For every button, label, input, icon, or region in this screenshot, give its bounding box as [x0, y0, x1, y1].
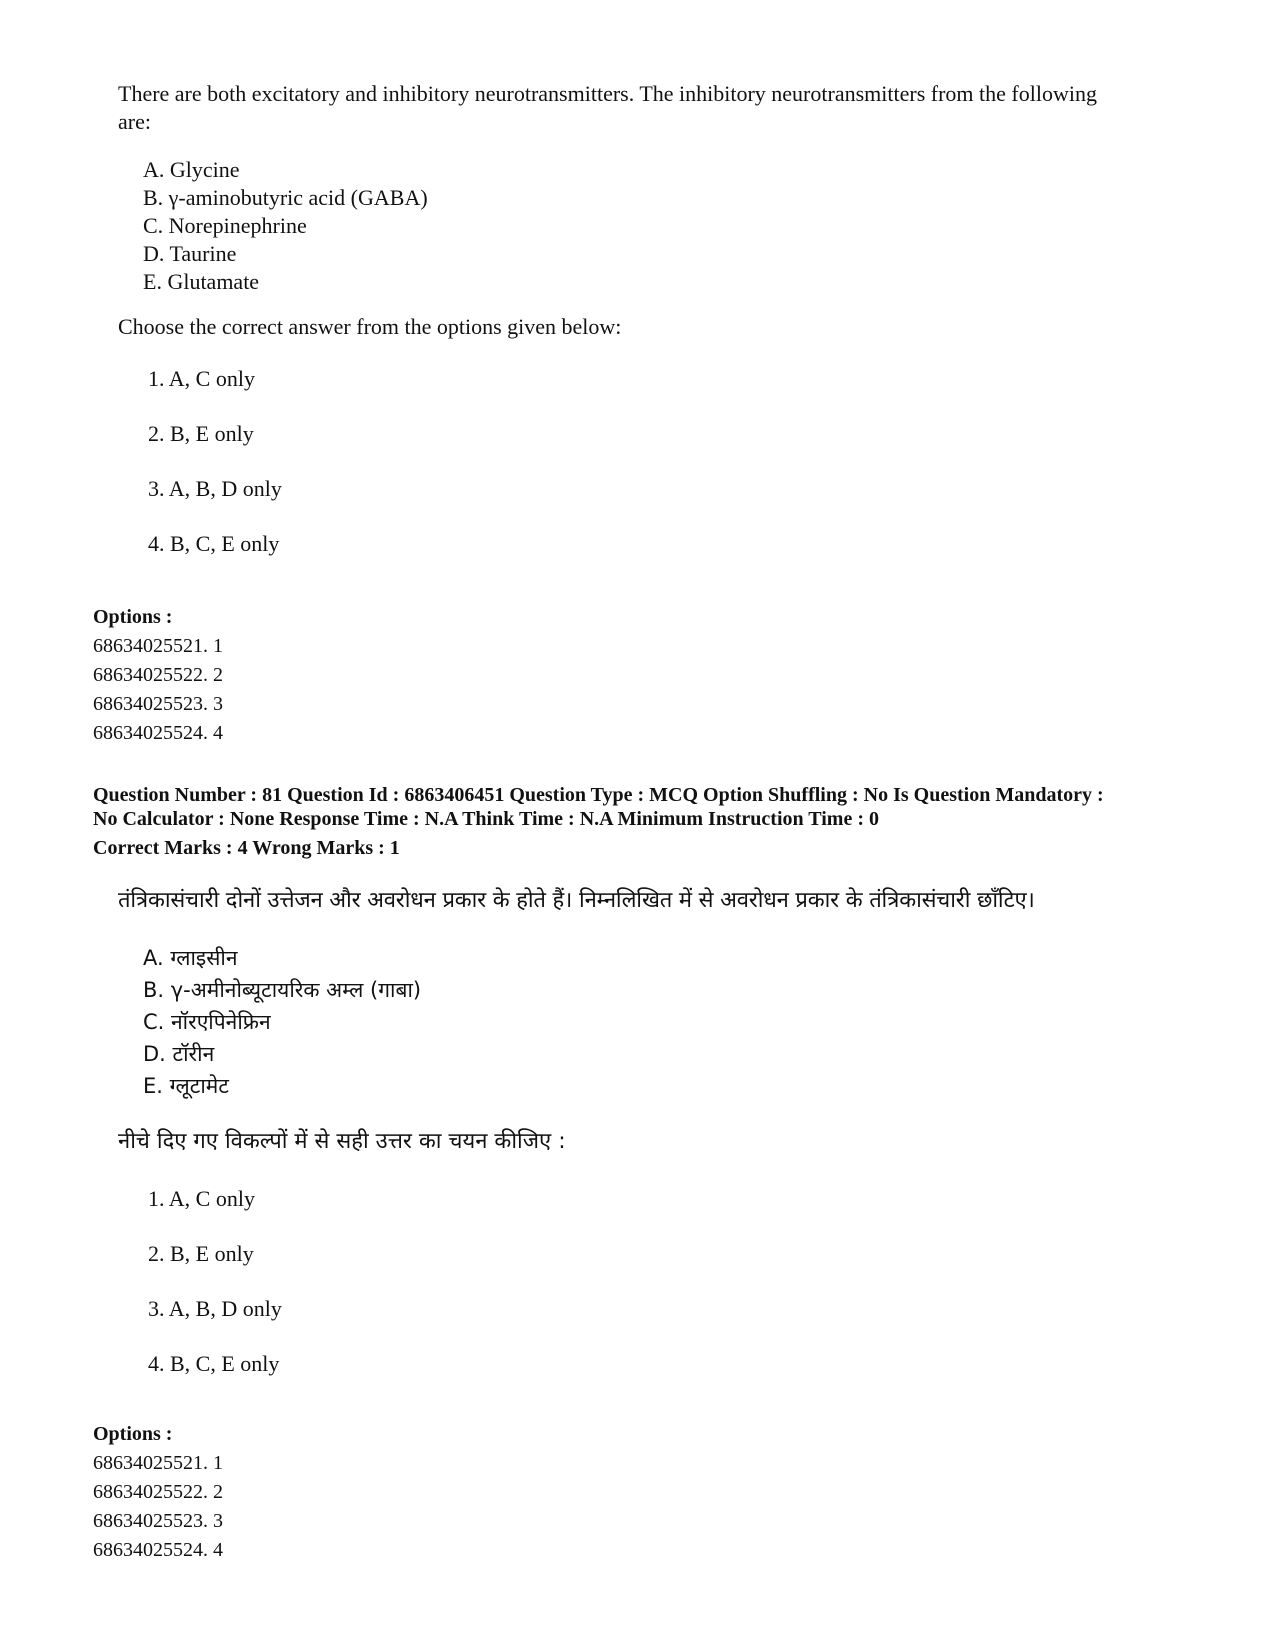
choose-instruction-hindi: नीचे दिए गए विकल्पों में से सही उत्तर का चयन कीजिए : — [118, 1129, 566, 1154]
statement-item: D. Taurine — [143, 241, 237, 266]
answer-choice: 4. B, C, E only — [148, 1351, 280, 1376]
statement-item: E. Glutamate — [143, 269, 260, 294]
option-item: 68634025521. 1 — [93, 635, 223, 657]
statement-item: B. γ-अमीनोब्यूटायरिक अम्ल (गाबा) — [143, 978, 422, 1002]
statement-item: A. ग्लाइसीन — [143, 946, 238, 970]
answer-choice: 1. A, C only — [148, 366, 255, 391]
question-meta-line: No Calculator : None Response Time : N.A Think Time : N.A Minimum Instruction Time : 0 — [93, 808, 879, 830]
answer-choice: 4. B, C, E only — [148, 531, 280, 556]
options-block — [93, 1420, 223, 1565]
options-block — [93, 603, 223, 748]
answer-list — [148, 365, 282, 585]
question-stem: There are both excitatory and inhibitory neurotransmitters. The inhibitory neurotransmitters from the following are: — [118, 81, 1097, 134]
statement-item: E. ग्लूटामेट — [143, 1074, 229, 1098]
answer-choice: 2. B, E only — [148, 1241, 254, 1266]
answer-choice: 1. A, C only — [148, 1186, 255, 1211]
option-item: 68634025523. 3 — [93, 693, 223, 715]
question-meta — [93, 783, 1253, 860]
answer-choice: 2. B, E only — [148, 421, 254, 446]
options-label: Options : — [93, 1423, 173, 1445]
option-item: 68634025523. 3 — [93, 1510, 223, 1532]
option-item: 68634025524. 4 — [93, 722, 223, 744]
answer-list — [148, 1185, 282, 1405]
answer-choice: 3. A, B, D only — [148, 1296, 282, 1321]
statement-item: C. Norepinephrine — [143, 213, 307, 238]
answer-choice: 3. A, B, D only — [148, 476, 282, 501]
choose-instruction: Choose the correct answer from the options given below: — [118, 314, 622, 339]
statement-item: A. Glycine — [143, 157, 240, 182]
question-stem-hindi: तंत्रिकासंचारी दोनों उत्तेजन और अवरोधन प्रकार के होते हैं। निम्नलिखित में से अवरोधन प्रकार के तंत्रिकासंचारी छाँटिए। — [118, 888, 1035, 913]
statement-item: C. नॉरएपिनेफ्रिन — [143, 1010, 271, 1034]
statement-item: B. γ-aminobutyric acid (GABA) — [143, 185, 428, 210]
option-item: 68634025524. 4 — [93, 1539, 223, 1561]
statement-list — [143, 156, 428, 296]
statement-item: D. टॉरीन — [143, 1042, 215, 1066]
marks-line: Correct Marks : 4 Wrong Marks : 1 — [93, 837, 400, 859]
option-item: 68634025521. 1 — [93, 1452, 223, 1474]
options-label: Options : — [93, 606, 173, 628]
question-meta-line: Question Number : 81 Question Id : 6863406451 Question Type : MCQ Option Shuffling : No Is Question Mandatory : — [93, 784, 1104, 806]
statement-list-hindi — [143, 942, 421, 1102]
option-item: 68634025522. 2 — [93, 664, 223, 686]
option-item: 68634025522. 2 — [93, 1481, 223, 1503]
